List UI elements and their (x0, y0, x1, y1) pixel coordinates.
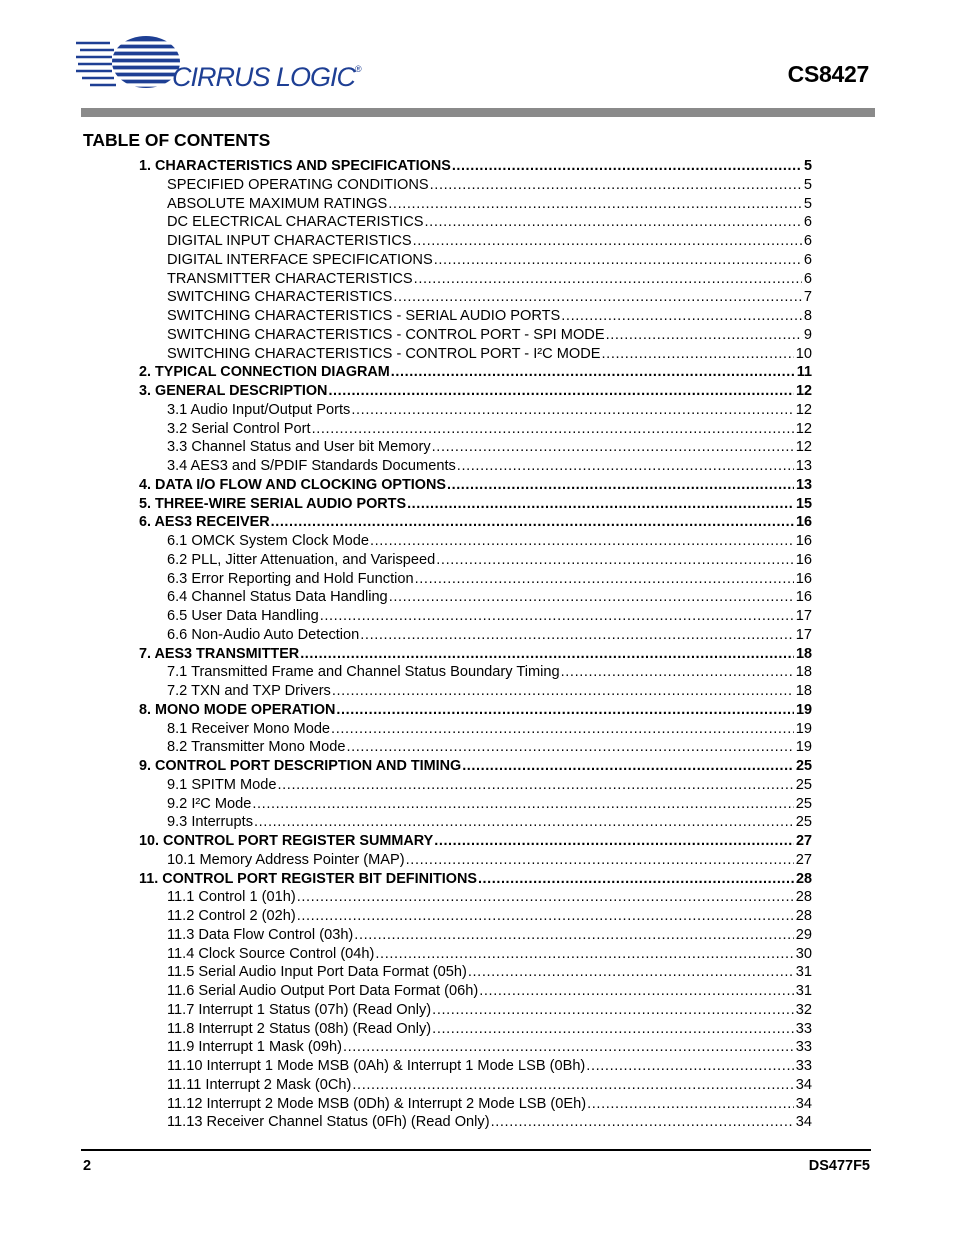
document-id: DS477F5 (808, 1158, 870, 1174)
toc-dot-leader (393, 288, 801, 307)
toc-subsection-entry[interactable] (139, 982, 812, 1001)
toc-entry-page: 7 (803, 289, 812, 306)
toc-dot-leader (606, 326, 802, 345)
toc-entry-title: ABSOLUTE MAXIMUM RATINGS (167, 195, 388, 212)
toc-entry-page: 5 (803, 158, 812, 174)
toc-dot-leader (457, 457, 794, 476)
toc-subsection-entry[interactable] (139, 776, 812, 795)
toc-section-entry[interactable] (139, 645, 812, 664)
toc-entry-title: 11.7 Interrupt 1 Status (07h) (Read Only) (167, 1001, 432, 1018)
toc-dot-leader (360, 626, 793, 645)
toc-subsection-entry[interactable] (139, 420, 812, 439)
toc-entry-page: 25 (795, 814, 812, 831)
toc-dot-leader (430, 176, 802, 195)
toc-entry-title: DIGITAL INTERFACE SPECIFICATIONS (167, 251, 433, 268)
toc-entry-page: 16 (795, 514, 812, 531)
toc-dot-leader (407, 495, 794, 514)
toc-subsection-entry[interactable] (139, 570, 812, 589)
toc-entry-title: 11.3 Data Flow Control (03h) (167, 926, 354, 943)
toc-dot-leader (336, 701, 794, 720)
toc-dot-leader (389, 588, 794, 607)
toc-entry-title: 8.1 Receiver Mono Mode (167, 720, 331, 737)
toc-dot-leader (328, 382, 794, 401)
toc-subsection-entry[interactable] (139, 270, 812, 289)
toc-entry-title: 11.11 Interrupt 2 Mask (0Ch) (167, 1076, 352, 1093)
toc-dot-leader (479, 982, 794, 1001)
toc-entry-page: 9 (803, 326, 812, 343)
toc-dot-leader (331, 720, 794, 739)
toc-dot-leader (375, 945, 793, 964)
toc-dot-leader (452, 157, 802, 176)
toc-entry-title: 3.1 Audio Input/Output Ports (167, 401, 351, 418)
toc-entry-page: 30 (795, 945, 812, 962)
toc-entry-page: 13 (795, 476, 812, 493)
toc-entry-page: 16 (795, 570, 812, 587)
toc-subsection-entry[interactable] (139, 288, 812, 307)
toc-subsection-entry[interactable] (139, 720, 812, 739)
toc-dot-leader (297, 888, 794, 907)
toc-entry-title: 11. CONTROL PORT REGISTER BIT DEFINITIONS (139, 870, 477, 887)
toc-entry-page: 12 (795, 401, 812, 418)
toc-entry-page: 19 (795, 720, 812, 737)
toc-entry-title: 7. AES3 TRANSMITTER (139, 645, 300, 662)
toc-entry-page: 28 (795, 889, 812, 906)
toc-section-entry[interactable] (139, 832, 812, 851)
toc-entry-title: 7.2 TXN and TXP Drivers (167, 683, 331, 699)
toc-entry-title: 8. MONO MODE OPERATION (139, 701, 336, 718)
toc-subsection-entry[interactable] (139, 945, 812, 964)
toc-entry-page: 25 (795, 758, 812, 774)
toc-subsection-entry[interactable] (139, 682, 812, 701)
toc-entry-title: SWITCHING CHARACTERISTICS (167, 289, 393, 306)
toc-entry-page: 29 (795, 926, 812, 943)
toc-dot-leader (447, 476, 794, 495)
toc-entry-page: 27 (795, 851, 812, 868)
header-rule (81, 108, 875, 117)
toc-dot-leader (415, 570, 794, 589)
toc-dot-leader (491, 1113, 794, 1132)
toc-entry-title: 6.1 OMCK System Clock Mode (167, 533, 369, 549)
toc-entry-title: 11.8 Interrupt 2 Status (08h) (Read Only) (167, 1020, 432, 1037)
toc-entry-title: 11.1 Control 1 (01h) (167, 889, 296, 906)
toc-subsection-entry[interactable] (139, 307, 812, 326)
toc-dot-leader (351, 401, 793, 420)
toc-entry-title: 6.5 User Data Handling (167, 608, 319, 624)
toc-dot-leader (425, 213, 802, 232)
toc-subsection-entry[interactable] (139, 607, 812, 626)
toc-dot-leader (414, 270, 802, 289)
toc-section-entry[interactable] (139, 476, 812, 495)
toc-dot-leader (297, 907, 794, 926)
toc-entry-title: 3. GENERAL DESCRIPTION (139, 383, 328, 399)
toc-dot-leader (388, 195, 802, 214)
toc-entry-page: 16 (795, 533, 812, 549)
toc-dot-leader (434, 251, 802, 270)
toc-entry-page: 34 (795, 1114, 812, 1131)
toc-entry-title: 9.2 I²C Mode (167, 795, 252, 812)
toc-dot-leader (320, 607, 794, 626)
footer-rule (81, 1149, 871, 1151)
toc-entry-page: 17 (795, 626, 812, 643)
toc-entry-page: 31 (795, 983, 812, 999)
toc-entry-title: 11.6 Serial Audio Output Port Data Format (06h) (167, 983, 479, 999)
toc-entry-title: 9.1 SPITM Mode (167, 776, 277, 793)
toc-dot-leader (406, 851, 794, 870)
toc-entry-page: 6 (803, 270, 812, 287)
toc-entry-page: 5 (803, 176, 812, 193)
toc-section-entry[interactable] (139, 513, 812, 532)
toc-subsection-entry[interactable] (139, 401, 812, 420)
toc-section-entry[interactable] (139, 495, 812, 514)
toc-entry-title: SWITCHING CHARACTERISTICS - CONTROL PORT - SPI MODE (167, 326, 605, 343)
toc-dot-leader (370, 532, 794, 551)
toc-entry-title: 6.6 Non-Audio Auto Detection (167, 626, 360, 643)
toc-dot-leader (312, 420, 794, 439)
toc-dot-leader (432, 1001, 794, 1020)
toc-dot-leader (332, 682, 794, 701)
toc-subsection-entry[interactable] (139, 1038, 812, 1057)
toc-subsection-entry[interactable] (139, 588, 812, 607)
toc-entry-title: 9.3 Interrupts (167, 814, 253, 831)
toc-entry-title: 2. TYPICAL CONNECTION DIAGRAM (139, 364, 390, 381)
toc-dot-leader (352, 1076, 793, 1095)
toc-subsection-entry[interactable] (139, 457, 812, 476)
toc-section-entry[interactable] (139, 382, 812, 401)
toc-entry-page: 33 (795, 1058, 812, 1074)
toc-entry-page: 19 (795, 739, 812, 756)
toc-entry-page: 19 (795, 701, 812, 718)
toc-dot-leader (561, 663, 794, 682)
toc-subsection-entry[interactable] (139, 888, 812, 907)
toc-entry-title: 3.2 Serial Control Port (167, 420, 311, 437)
toc-section-entry[interactable] (139, 701, 812, 720)
toc-subsection-entry[interactable] (139, 663, 812, 682)
toc-subsection-entry[interactable] (139, 851, 812, 870)
toc-dot-leader (436, 551, 793, 570)
toc-subsection-entry[interactable] (139, 326, 812, 345)
toc-subsection-entry[interactable] (139, 795, 812, 814)
toc-section-entry[interactable] (139, 363, 812, 382)
toc-entry-page: 32 (795, 1001, 812, 1018)
toc-entry-page: 6 (803, 233, 812, 249)
brand-wordmark: CIRRUS LOGIC® (172, 62, 361, 92)
toc-subsection-entry[interactable] (139, 251, 812, 270)
toc-dot-leader (354, 926, 793, 945)
toc-subsection-entry[interactable] (139, 626, 812, 645)
toc-entry-title: 11.4 Clock Source Control (04h) (167, 945, 375, 962)
toc-entry-title: 5. THREE-WIRE SERIAL AUDIO PORTS (139, 495, 407, 512)
toc-dot-leader (478, 870, 794, 889)
toc-entry-title: 8.2 Transmitter Mono Mode (167, 739, 346, 756)
toc-subsection-entry[interactable] (139, 1095, 812, 1114)
toc-entry-page: 18 (795, 664, 812, 681)
toc-subsection-entry[interactable] (139, 926, 812, 945)
toc-entry-title: 7.1 Transmitted Frame and Channel Status Boundary Timing (167, 664, 560, 681)
toc-entry-title: 11.2 Control 2 (02h) (167, 908, 296, 924)
toc-entry-page: 31 (795, 964, 812, 981)
toc-entry-page: 18 (795, 683, 812, 699)
toc-subsection-entry[interactable] (139, 963, 812, 982)
toc-entry-page: 12 (795, 439, 812, 456)
toc-entry-title: 10. CONTROL PORT REGISTER SUMMARY (139, 833, 434, 849)
toc-entry-page: 16 (795, 589, 812, 606)
toc-entry-page: 33 (795, 1039, 812, 1056)
toc-subsection-entry[interactable] (139, 1113, 812, 1132)
toc-dot-leader (432, 438, 794, 457)
toc-dot-leader (432, 1020, 794, 1039)
toc-entry-title: 3.4 AES3 and S/PDIF Standards Documents (167, 458, 456, 474)
toc-entry-title: 11.5 Serial Audio Input Port Data Format (05h) (167, 964, 467, 981)
toc-dot-leader (254, 813, 794, 832)
toc-entry-title: 11.9 Interrupt 1 Mask (09h) (167, 1039, 342, 1056)
part-number: CS8427 (787, 61, 869, 87)
toc-subsection-entry[interactable] (139, 195, 812, 214)
toc-entry-title: 4. DATA I/O FLOW AND CLOCKING OPTIONS (139, 476, 446, 493)
toc-entry-page: 28 (795, 908, 812, 924)
toc-dot-leader (434, 832, 794, 851)
toc-entry-page: 33 (795, 1020, 812, 1037)
toc-entry-page: 28 (795, 870, 812, 887)
toc-dot-leader (468, 963, 794, 982)
toc-entry-title: SWITCHING CHARACTERISTICS - SERIAL AUDIO PORTS (167, 308, 561, 324)
toc-entry-title: 11.12 Interrupt 2 Mode MSB (0Dh) & Interrupt 2 Mode LSB (0Eh) (167, 1095, 587, 1112)
toc-entry-title: 6. AES3 RECEIVER (139, 514, 270, 531)
toc-entry-page: 16 (795, 551, 812, 568)
toc-subsection-entry[interactable] (139, 532, 812, 551)
toc-entry-page: 15 (795, 495, 812, 512)
toc-entry-title: 11.10 Interrupt 1 Mode MSB (0Ah) & Interrupt 1 Mode LSB (0Bh) (167, 1058, 586, 1074)
toc-subsection-entry[interactable] (139, 1001, 812, 1020)
toc-list (139, 157, 812, 1132)
toc-subsection-entry[interactable] (139, 438, 812, 457)
toc-dot-leader (413, 232, 802, 251)
toc-dot-leader (561, 307, 802, 326)
toc-entry-page: 25 (795, 776, 812, 793)
toc-dot-leader (278, 776, 794, 795)
toc-subsection-entry[interactable] (139, 345, 812, 364)
toc-heading: TABLE OF CONTENTS (83, 130, 271, 150)
toc-entry-title: 9. CONTROL PORT DESCRIPTION AND TIMING (139, 758, 462, 774)
toc-entry-page: 12 (795, 383, 812, 399)
toc-entry-page: 17 (795, 608, 812, 624)
toc-subsection-entry[interactable] (139, 176, 812, 195)
toc-subsection-entry[interactable] (139, 213, 812, 232)
toc-entry-title: 1. CHARACTERISTICS AND SPECIFICATIONS (139, 158, 451, 174)
toc-dot-leader (271, 513, 794, 532)
toc-dot-leader (586, 1057, 793, 1076)
toc-entry-title: 11.13 Receiver Channel Status (0Fh) (Read Only) (167, 1114, 490, 1131)
toc-entry-page: 34 (795, 1076, 812, 1093)
toc-entry-page: 25 (795, 795, 812, 812)
toc-entry-title: 3.3 Channel Status and User bit Memory (167, 439, 431, 456)
toc-section-entry[interactable] (139, 870, 812, 889)
toc-dot-leader (346, 738, 793, 757)
toc-dot-leader (602, 345, 794, 364)
toc-entry-page: 10 (795, 345, 812, 362)
toc-entry-title: TRANSMITTER CHARACTERISTICS (167, 270, 413, 287)
toc-subsection-entry[interactable] (139, 232, 812, 251)
toc-entry-page: 8 (803, 308, 812, 324)
toc-entry-title: SPECIFIED OPERATING CONDITIONS (167, 176, 429, 193)
toc-dot-leader (462, 757, 794, 776)
toc-entry-page: 11 (796, 364, 812, 381)
toc-entry-page: 6 (803, 251, 812, 268)
toc-section-entry[interactable] (139, 157, 812, 176)
toc-entry-page: 27 (795, 833, 812, 849)
toc-entry-title: 6.4 Channel Status Data Handling (167, 589, 388, 606)
toc-section-entry[interactable] (139, 757, 812, 776)
toc-entry-page: 5 (803, 195, 812, 212)
toc-entry-page: 6 (803, 214, 812, 231)
toc-subsection-entry[interactable] (139, 738, 812, 757)
toc-subsection-entry[interactable] (139, 1057, 812, 1076)
toc-subsection-entry[interactable] (139, 813, 812, 832)
toc-entry-title: DIGITAL INPUT CHARACTERISTICS (167, 233, 412, 249)
toc-dot-leader (300, 645, 794, 664)
toc-dot-leader (252, 795, 793, 814)
toc-entry-page: 34 (795, 1095, 812, 1112)
toc-dot-leader (587, 1095, 794, 1114)
toc-entry-title: 10.1 Memory Address Pointer (MAP) (167, 851, 405, 868)
toc-dot-leader (343, 1038, 794, 1057)
toc-subsection-entry[interactable] (139, 1076, 812, 1095)
toc-entry-title: DC ELECTRICAL CHARACTERISTICS (167, 214, 424, 231)
toc-subsection-entry[interactable] (139, 907, 812, 926)
toc-subsection-entry[interactable] (139, 1020, 812, 1039)
toc-subsection-entry[interactable] (139, 551, 812, 570)
toc-dot-leader (391, 363, 795, 382)
page-number: 2 (83, 1158, 92, 1174)
toc-entry-title: 6.2 PLL, Jitter Attenuation, and Varispeed (167, 551, 436, 568)
toc-entry-title: 6.3 Error Reporting and Hold Function (167, 570, 414, 587)
toc-entry-page: 13 (795, 458, 812, 474)
toc-entry-page: 12 (795, 420, 812, 437)
toc-entry-page: 18 (795, 645, 812, 662)
toc-entry-title: SWITCHING CHARACTERISTICS - CONTROL PORT - I²C MODE (167, 345, 601, 362)
